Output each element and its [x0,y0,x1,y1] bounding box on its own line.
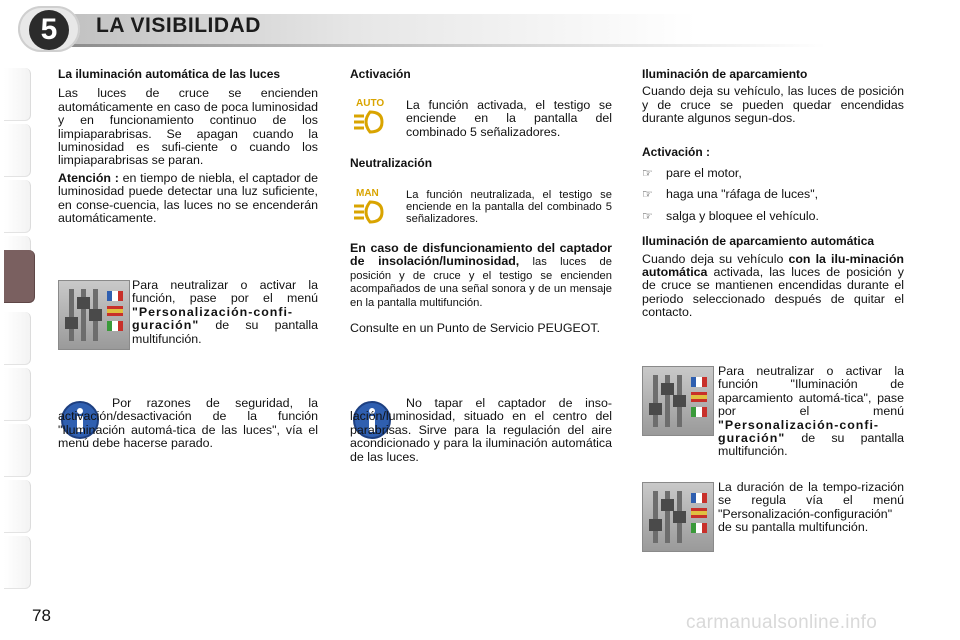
step-item [642,188,904,201]
parking-text: Cuando deja su vehículo, las luces de posición y de cruce se pueden quedar encendidas durante algunos segun-dos. [642,84,904,126]
chapter-tab-1[interactable] [4,68,31,121]
auto-parking-heading: Iluminación de aparcamiento automática [642,234,875,249]
step-text: haga una "ráfaga de luces", [666,187,819,202]
chapter-tabs [4,68,34,580]
page-header [0,0,960,60]
neutral-section [350,157,612,170]
menu-instruction-2 [718,365,904,459]
chapter-tab-5-active[interactable] [4,250,35,303]
step-item [642,210,904,223]
auto-label: AUTO [356,98,385,109]
menu-text-pre: Para neutralizar o activar la función "Iluminación de aparcamiento automá-tica", pase por el menú [718,364,904,419]
column-3 [642,68,904,320]
chapter-number: 5 [29,10,69,50]
step-text: pare el motor, [666,166,742,181]
chapter-tab-7[interactable] [4,368,31,421]
neutral-heading: Neutralización [350,156,433,170]
warning-text: en tiempo de niebla, el captador de luminosidad puede detectar una luz suficiente, en conse-cuencia, las luces no se encenderán automáticamente. [58,170,318,226]
auto-lighting-description: Las luces de cruce se encienden automáticamente en caso de poca luminosidad y en funcionamiento continuo de los limpiaparabrisas. Se apagan cuando la luminosidad es sufi-ciente o cuando los limpiaparabrisas se paran. [58,86,318,168]
watermark: carmanualsonline.info [686,612,878,633]
activation-text: La función activada, el testigo se enciende en la pantalla del combinado 5 señalizadores. [406,98,612,139]
failure-bold: En caso de disfuncionamiento del captador de insolación/luminosidad, [350,241,612,269]
page-title: LA VISIBILIDAD [96,14,261,37]
auto-headlight-icon [352,96,394,138]
parking-heading: Iluminación de aparcamiento [642,67,808,81]
chapter-tab-8[interactable] [4,424,31,477]
pointing-hand-icon: ☞ [642,166,653,181]
chapter-tab-10[interactable] [4,536,31,589]
menu-instruction-1 [132,279,318,346]
warning-label: Atención : [58,170,119,185]
chapter-tab-3[interactable] [4,180,31,233]
menu-text-post: de su pantalla multifunción. [132,318,318,346]
chapter-tab-9[interactable] [4,480,31,533]
man-label: MAN [356,188,379,199]
header-underline [52,44,912,47]
activation-heading: Activación [350,67,411,81]
pointing-hand-icon: ☞ [642,208,653,223]
duration-text: La duración de la tempo-rización se regula vía el menú "Personalización-configuración" de su pantalla multifunción. [718,480,904,535]
settings-menu-icon [642,482,714,552]
menu-name: "Personalización-confi-guración" [132,304,294,333]
auto-text-pre: Cuando deja su vehículo [642,251,789,266]
column-2-top [350,68,612,81]
auto-text-post: activada, las luces de posición y de cruce se mantienen encendidas durante el periodo seleccionado después de quitar el contacto. [642,265,904,320]
menu-text-pre: Para neutralizar o activar la función, pase por el menú [132,278,318,306]
settings-menu-icon [642,366,714,436]
sensor-note: No tapar el captador de inso-lación/luminosidad, situado en el centro del parabrisas. Sirve para la regulación del aire acondicionado y para la iluminación automática de las luces. [350,396,612,464]
step-item [642,167,904,180]
fog-warning [58,172,318,226]
manual-headlight-icon [352,186,394,228]
failure-text: las luces de posición y de cruce y el testigo se encienden acompañados de una señal sonora y de un mensaje en la pantalla multifunción. [350,256,612,309]
auto-parking-text [642,253,904,320]
step-text: salga y bloquee el vehículo. [666,208,819,223]
chapter-tab-2[interactable] [4,124,31,177]
chapter-tab-6[interactable] [4,312,31,365]
settings-menu-icon [58,280,130,350]
safety-note: Por razones de seguridad, la activación/desactivación de la función "Iluminación automá-tica de las luces", vía el menú debe hacerse parado. [58,396,318,451]
neutral-text: La función neutralizada, el testigo se enciende en la pantalla del combinado 5 señalizadores. [406,189,612,225]
page-number: 78 [32,606,51,625]
failure-section [350,242,612,309]
column-1 [58,68,318,225]
consult-text: Consulte en un Punto de Servicio PEUGEOT. [350,321,601,335]
pointing-hand-icon: ☞ [642,187,653,202]
menu-text-post: de su pantalla multifunción. [718,431,904,459]
activation-heading-2: Activación : [642,144,711,159]
auto-text-bold: con la ilu-minación automática [642,251,904,280]
menu-name: "Personalización-confi-guración" [718,417,880,446]
activation-steps [642,167,904,223]
auto-lighting-heading: La iluminación automática de las luces [58,67,281,81]
